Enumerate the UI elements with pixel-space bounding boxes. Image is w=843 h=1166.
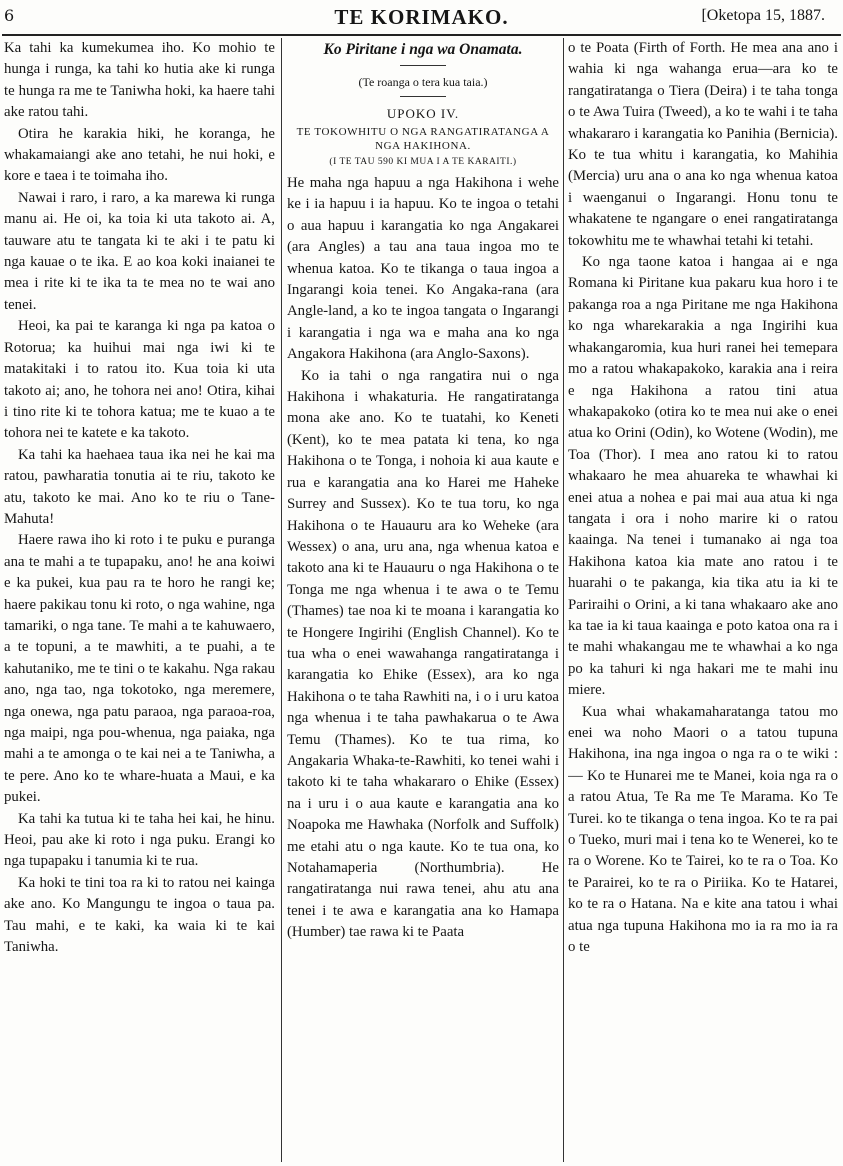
paragraph: Haere rawa iho ki roto i te puku e puranga ana te mahi a te tupapaku, ano! he ana koiwi e ka pukei, kua pau ra te horo he rangi ke; haere pakikau tonu ki roto, o nga wahine, nga tamariki, o nga tane. Te mahi a te kahuwaero, a te topuni, a te mawhiti, a te puahi, a te kahutaniko, me te tini o te kakahu. Nga rakau ano, nga tao, nga tokotoko, nga meremere, nga onewa, nga patu paraoa, nga paraoa-roa, nga maipi, nga pou-whenua, nga paiaka, nga mahi a te amonga o te kai nei a te Taniwha, a te pere. Ano ko te whare-huata a Maui, e ka pukei. xyxy=(4,532,275,806)
paragraph: He maha nga hapuu a nga Hakihona i wehe ke i ia hapuu i ia hapuu. Ko te ingoa o tetahi o aua hapuu i karangatia ko nga Angakarei (ara Angles) a tau ana taua ingoa mo te whenua katoa. Ko te tikanga o taua ingoa a Ingarangi koia tenei. Ko Angaka-rana (ara Angle-land, a ko te ingoa tangata o Ingarangi i karangatia i nga wa e maha ana ko nga Angakora Hakihona (ara Anglo-Saxons). xyxy=(287,175,559,363)
chapter-number: UPOKO IV. xyxy=(386,106,460,121)
paragraph: Ka tahi ka haehaea taua ika nei he kai ma ratou, pawharatia tonutia ai te riu, takoto ke atu, takoto ke mai. Ano ko te riu o Tane-Mahuta! xyxy=(4,446,275,527)
article-title: Ko Piritane i nga wa Onamata. xyxy=(323,41,523,58)
continuation-note: (Te roanga o tera kua taia.) xyxy=(358,75,488,89)
paragraph: Ka tahi ka tutua ki te taha hei kai, he hinu. Heoi, pau ake ki roto i nga puku. Erangi ko nga tupapaku i tanumia ki te rua. xyxy=(4,810,275,870)
divider xyxy=(400,65,446,66)
divider xyxy=(400,96,446,97)
column-2 xyxy=(287,38,559,1164)
chapter-heading: TE TOKOWHITU O NGA RANGATIRATANGA A NGA HAKIHONA. xyxy=(296,126,550,152)
date-note: (I TE TAU 590 KI MUA I A TE KARAITI.) xyxy=(329,157,517,167)
paragraph: Heoi, ka pai te karanga ki nga pa katoa o Rotorua; ka huihui mai nga iwi ki te matakitaki i to ratou ito. Kua toia ki uta takoto ai; ano, he tohora nei ano! Otira, kihai i tino rite ki te tohora katua; me te kuao a te tohora nei te katete e ka takoto. xyxy=(4,318,275,442)
paragraph: Ko nga taone katoa i hangaa ai e nga Romana ki Piritane kua pakaru kua horo i te pakanga roa a nga Piritane me nga Hakihona ko nga wharekarakia a nga Ingirihi kua whakangaromia, kua huri ranei hei temepara mo a ratou whakapakoko, karakia ana i reira e nga Hakihona a ratou tini atua whakapakoko (otira ko te mea nui ake o enei atua ko Orini (Odin), ko Wotene (Wodin), me Toa (Thor). I mea ano ratou ki to ratou whakaaro he mea ahuareka te whawhai ki enei atua a nohea e pai mai aua atua ki nga tangata i ora i noho marire ki o ratou kaainga. Na tenei i tumanako ai nga toa Hakihona katoa kia mate ano ratou i te huarahi o te pakanga, kia tika atu ia ki te Pariraihi o Orini, a ki tana whakaaro ake ano ka tae ia ki taua kaainga e poto katoa ona ra i te mahi whakangau me te whawhai a ko nga po ka tahuri ki nga hakari me te mahi inu miere. xyxy=(568,254,838,699)
paragraph: o te Poata (Firth of Forth. He mea ana ano i wahia ki nga wahanga erua—ara ko te rangatiratanga o Tiera (Deira) i te taha tonga o te Awa Tuira (Tweed), a ko te wahi i te taha whakararo i karangatia ko Panihia (Bernicia). Ko te tua whitu i karangatia, ko Mahihia (Mercia) uru ana o ana ko nga whenua katoa i waenganui o Ingarangi. Honu tonu te whakatene te ngangare o enei rangatiratanga tokowhitu me te whawhai tetahi ki tetahi. xyxy=(568,40,838,249)
paragraph: Ka hoki te tini toa ra ki to ratou nei kainga ake ano. Ko Mangungu te ingoa o taua pa. Tau mahi, e te kaki, ka waia ki te kai Taniwha. xyxy=(4,874,275,956)
paragraph: Ka tahi ka kumekumea iho. Ko mohio te hunga i runga, ka tahi ko hutia ake ki runga te hunga ra me te Taniwha hoki, ka haere tahi ake ratou tahi. xyxy=(4,40,275,121)
column-1 xyxy=(4,38,275,1164)
page-number: 6 xyxy=(4,6,15,25)
paragraph: Ko ia tahi o nga rangatira nui o nga Hakihona i whakaturia. He rangatiratanga mona ake ano. Ko te tuatahi, ko Keneti (Kent), ko te mea patata ki tena, ko nga Hakihona o te Tonga, i nohoia ki aua kaute e rua e karangatia ana ko Harei me Haheke Surrey and Sussex). Ko te tua toru, ko nga Hakihona o te Hauauru ara ko Weheke (ara Wessex) o ana, uru ana, nga whenua katoa e takoto ana ki te Hauauru o nga Hakihona o te Tonga me nga whenua i te awa o te Temu (Thames) tae noa ki te moana i karangatia ko te Hongere Ingirihi (English Channel). Ko te tua wha o enei wawahanga rangatiratanga i karangatia ko Ehike (Essex), ara ko nga Hakihona o te taha Rawhiti na, i o i uru katoa nga whenua i te taha pawhakarua o te Awa Temu (Thames). Ko te tua rima, ko Angakaria Whaka-te-Rawhiti, ko tenei wahi i takoto ki te taha whakararo o Ehike (Essex) na i uru i o aua kaute e karangatia ana ko Noapoka me Hawhaka (Norfolk and Suffolk) me etahi atu o nga kaute. Ko te tua ona, ko Notahamaperia (Northumbria). He rangatiratanga nui rawa tenei, ahu atu ana tenei i te awa e karangatia ana ko Hamapa (Humber) tae rawa ki te Paata xyxy=(287,367,559,941)
newspaper-title: TE KORIMAKO. xyxy=(334,5,509,29)
paragraph: Kua whai whakamaharatanga tatou mo enei wa noho Maori o a tatou tupuna Hakihona, ina nga ingoa o nga ra o te wiki :— Ko te Hunarei me te Manei, koia nga ra o a ratou Atua, Te Ra me Te Marama. Ko Te Turei. ko te tikanga o tena ingoa. Ko te ra pai o Tueko, muri mai i tena ko te Wenerei, ko te ra o Worene. Ko te Tairei, ko te ra o Toa. Ko te Parairei, ko te ra o Piriika. Ko te Hatarei, ko te ra o Hatana. Na e kite ana tatou i whai atua nga tupuna Hakihona mo ia ra mo ia ra o te xyxy=(568,703,838,956)
issue-date: [Oketopa 15, 1887. xyxy=(701,7,825,24)
text-columns xyxy=(0,38,843,1164)
masthead-rule xyxy=(2,34,841,36)
paragraph: Otira he karakia hiki, he koranga, he whakamaiangi ake ano tetahi, he nui hoki, e kore e taea i te toimaha iho. xyxy=(4,125,275,185)
column-3 xyxy=(568,38,838,1164)
paragraph: Nawai i raro, i raro, a ka marewa ki runga manu ai. He oi, ka toia ki uta takoto ai. A, tauware atu te tangata ki te aki i te patu ki nga kauae o te ika. E ao koa koki inaianei te mea i rite ki te ika ta te mea no te wai ano tenei. xyxy=(4,189,275,313)
masthead xyxy=(0,0,843,36)
